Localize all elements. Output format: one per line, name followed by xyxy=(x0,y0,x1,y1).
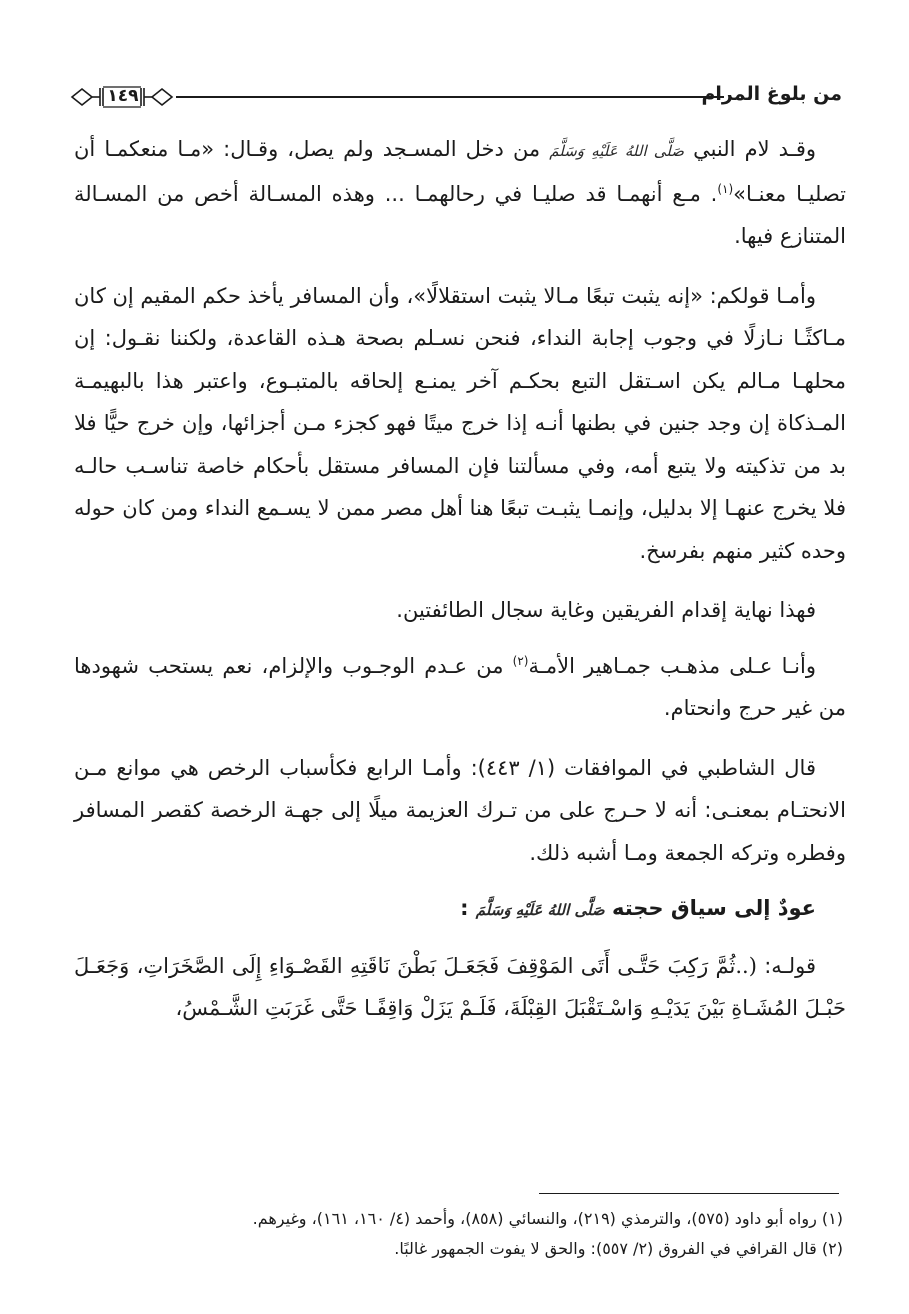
main-text xyxy=(74,128,846,1047)
book-title: من بلوغ المرام xyxy=(701,83,842,105)
footnote-ref-1: (١) xyxy=(717,181,734,196)
footnote-1: (١) رواه أبو داود (٥٧٥)، والترمذي (٢١٩)، والنسائي (٨٥٨)، وأحمد (٤/ ١٦٠، ١٦١)، وغيرهم. xyxy=(252,1209,843,1228)
hadith-quote: (..ثُمَّ رَكِبَ حَتَّـى أَتَى المَوْقِفَ فَجَعَـلَ بَطْنَ نَاقَتِهِ القَصْـوَاءِ إِلَى الصَّخَرَاتِ، وَجَعَـلَ حَبْـلَ المُشَـاةِ بَيْنَ يَدَيْـهِ وَاسْـتَقْبَلَ القِبْلَةَ، فَلَـمْ يَزَلْ وَاقِفًـا حَتَّى غَرَبَتِ الشَّـمْسُ، xyxy=(74,953,846,1020)
header-rule xyxy=(176,96,724,98)
page-number-badge xyxy=(70,84,174,110)
footnote-divider xyxy=(539,1193,839,1194)
paragraph-4: وأنـا عـلى مذهـب جمـاهير الأمـة$^{(٢)}$ من عـدم الوجـوب والإلزام، نعم يستحب شهودها من غير حرج وانحتام. xyxy=(74,653,846,720)
page-number: ١٤٩ xyxy=(107,86,139,106)
paragraph-3: فهذا نهاية إقدام الفريقين وغاية سجال الطائفتين. xyxy=(396,598,816,622)
honorific: صَلَّى اللهُ عَلَيْهِ وَسَلَّمَ xyxy=(549,142,684,160)
paragraph-5: قال الشاطبي في الموافقات (١/ ٤٤٣): وأمـا الرابع فكأسباب الرخص هي موانع مـن الانحتـام بمعنـى: أنه لا حـرج على من تـرك العزيمة ميلًا إلى جهـة الرخصة كقصر المسافر وفطره وتركه الجمعة ومـا أشبه ذلك. xyxy=(74,755,846,865)
honorific: صَلَّى اللهُ عَلَيْهِ وَسَلَّمَ xyxy=(475,901,605,919)
running-header xyxy=(70,80,842,120)
section-heading: عودٌ إلى سياق حجته صَلَّى اللهُ عَلَيْهِ وَسَلَّمَ : xyxy=(460,896,816,920)
paragraph-6: قولـه: (..ثُمَّ رَكِبَ حَتَّـى أَتَى المَوْقِفَ فَجَعَـلَ بَطْنَ نَاقَتِهِ القَصْـوَاءِ إِلَى الصَّخَرَاتِ، وَجَعَـلَ حَبْـلَ المُشَـاةِ بَيْنَ يَدَيْـهِ وَاسْـتَقْبَلَ القِبْلَةَ، فَلَـمْ يَزَلْ وَاقِفًـا حَتَّى غَرَبَتِ الشَّـمْسُ، xyxy=(74,953,846,1020)
footnote-2: (٢) قال القرافي في الفروق (٢/ ٥٥٧): والحق لا يفوت الجمهور غالبًا. xyxy=(394,1239,843,1258)
paragraph-2: وأمـا قولكم: «إنه يثبت تبعًا مـالا يثبت استقلالًا»، وأن المسافر يأخذ حكم المقيم إن كان مـاكثًـا نـازلًا في وجوب إجابة النداء، فنحن نسـلم بصحة هـذه القاعدة، ولكننا نقـول: إن محلهـا مـالم يكن اسـتقل التبع بحكـم آخر يمنـع إلحاقه بالمتبـوع، واعتبر هذا بالبهيمـة المـذكاة إن وجد جنين في بطنها أنـه إذا خرج ميتًا فهو كجزء مـن أجزائها، وإن خرج حيًّا فلا بد من تذكيته ولا يتبع أمه، وفي مسألتنا فإن المسافر مستقل بأحكام خاصة تناسـب حالـه فلا يخرج عنهـا إلا بدليل، وإنمـا يثبـت تبعًا هنا أهل مصر ممن لا يسـمع النداء ومن كان حوله وحده كثير منهم بفرسخ. xyxy=(74,283,846,563)
paragraph-1: وقـد لام النبي صَلَّى اللهُ عَلَيْهِ وَسَلَّمَ من دخل المسـجد ولم يصل، وقـال: «مـا منعكمـا أن تصليـا معنـا»$^{(١)}$. مـع أنهمـا قد صليـا في رحالهمـا ... وهذه المسـالة أخص من المسـالة المتنازع فيها. xyxy=(74,137,846,248)
footnotes xyxy=(67,1204,843,1264)
footnote-ref-2: (٢) xyxy=(512,653,529,668)
